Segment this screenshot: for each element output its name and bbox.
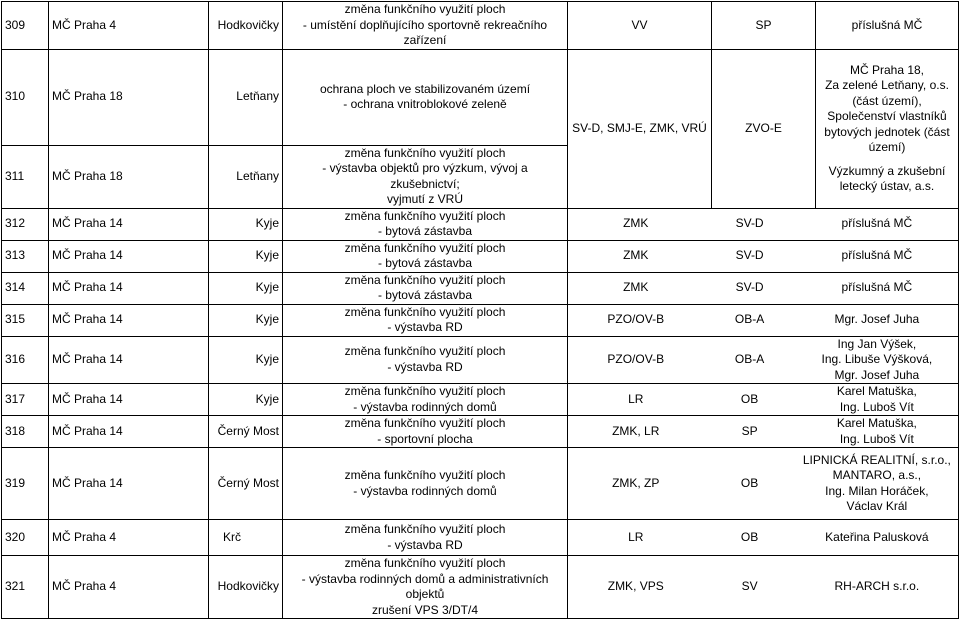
proposed-use: OB bbox=[740, 529, 759, 544]
change-line: změna funkčního využití ploch bbox=[344, 384, 506, 398]
change-line: - ochrana vnitroblokové zeleně bbox=[343, 97, 507, 111]
table-row bbox=[2, 49, 959, 145]
municipal-district: MČ Praha 14 bbox=[49, 448, 209, 520]
current-use: VV bbox=[568, 2, 712, 50]
change-line: vyjmutí z VRÚ bbox=[386, 192, 463, 206]
change-line: změna funkčního využití ploch bbox=[344, 416, 506, 430]
cadastral-area: Letňany bbox=[209, 49, 283, 145]
use-and-applicant bbox=[568, 448, 959, 520]
change-line: - výstavba RD bbox=[387, 359, 463, 374]
applicant: Kateřina Palusková bbox=[825, 529, 929, 544]
cadastral-area: Kyje bbox=[209, 384, 283, 416]
change-line: změna funkčního využití ploch bbox=[344, 208, 506, 223]
use-and-applicant bbox=[568, 416, 959, 448]
applicant-line: MANTARO, a.s., bbox=[832, 468, 922, 482]
applicant-line: Ing. Luboš Vít bbox=[839, 399, 914, 414]
proposed-use: SV bbox=[741, 579, 758, 594]
change-line: změna funkčního využití ploch bbox=[344, 304, 506, 319]
use-and-applicant bbox=[568, 208, 959, 240]
applicant-line: příslušná MČ bbox=[851, 17, 923, 32]
change-description bbox=[283, 2, 568, 50]
change-description bbox=[283, 240, 568, 272]
cadastral-area: Černý Most bbox=[209, 448, 283, 520]
municipal-district: MČ Praha 18 bbox=[49, 145, 209, 208]
applicant-line: MČ Praha 18, bbox=[849, 62, 925, 77]
applicant-line: bytových jednotek (část bbox=[824, 124, 950, 139]
current-use: ZMK bbox=[623, 280, 649, 295]
applicant-line: (část území), bbox=[852, 93, 922, 108]
municipal-district: MČ Praha 14 bbox=[49, 272, 209, 304]
use-and-applicant bbox=[568, 336, 959, 384]
current-use: LR bbox=[628, 391, 644, 406]
change-line: změna funkčního využití ploch bbox=[344, 344, 506, 359]
table-row bbox=[2, 304, 959, 336]
change-line: - bytová zástavba bbox=[377, 256, 473, 270]
applicant-line: letecký ústav, a.s. bbox=[839, 179, 935, 193]
table-row bbox=[2, 448, 959, 520]
current-use: ZMK, VPS bbox=[607, 579, 664, 594]
applicant-line: Ing. Libuše Výšková, bbox=[821, 352, 933, 366]
change-line: - výstavba rodinných domů a administrativních objektů bbox=[301, 571, 549, 601]
municipal-district: MČ Praha 4 bbox=[49, 520, 209, 556]
municipal-district: MČ Praha 4 bbox=[49, 2, 209, 50]
change-line: - výstavba rodinných domů bbox=[353, 399, 497, 414]
applicant-line: Za zelené Letňany, o.s. bbox=[825, 78, 949, 92]
current-use: ZMK bbox=[623, 216, 649, 231]
row-number: 316 bbox=[2, 336, 49, 384]
proposed-use: SP bbox=[741, 423, 758, 438]
row-number: 321 bbox=[2, 556, 49, 619]
change-description bbox=[283, 145, 568, 208]
row-number: 317 bbox=[2, 384, 49, 416]
table-row bbox=[2, 556, 959, 619]
change-description bbox=[283, 520, 568, 556]
change-line: - výstavba rodinných domů bbox=[353, 483, 497, 498]
change-description bbox=[283, 384, 568, 416]
cadastral-area: Hodkovičky bbox=[209, 2, 283, 50]
proposed-use: SP bbox=[712, 2, 816, 50]
change-description bbox=[283, 272, 568, 304]
applicant bbox=[799, 416, 955, 447]
applicant-line: Společenství vlastníků bbox=[827, 109, 947, 123]
cadastral-area: Krč bbox=[209, 520, 283, 556]
change-line: - výstavba RD bbox=[387, 320, 463, 334]
use-and-applicant bbox=[568, 272, 959, 304]
change-description bbox=[283, 448, 568, 520]
cadastral-area: Kyje bbox=[209, 240, 283, 272]
change-line: změna funkčního využití ploch bbox=[344, 2, 506, 16]
amendment-table bbox=[1, 1, 959, 619]
change-line: změna funkčního využití ploch bbox=[344, 240, 506, 255]
row-number: 315 bbox=[2, 304, 49, 336]
municipal-district: MČ Praha 4 bbox=[49, 556, 209, 619]
table-row bbox=[2, 272, 959, 304]
current-use: LR bbox=[628, 529, 644, 544]
row-number: 320 bbox=[2, 520, 49, 556]
municipal-district: MČ Praha 14 bbox=[49, 304, 209, 336]
applicant: Mgr. Josef Juha bbox=[834, 312, 920, 327]
cadastral-area: Černý Most bbox=[209, 416, 283, 448]
applicant-line: Karel Matuška, bbox=[836, 384, 917, 398]
current-use: PZO/OV-B bbox=[607, 312, 665, 327]
row-number: 309 bbox=[2, 2, 49, 50]
applicant: RH-ARCH s.r.o. bbox=[834, 579, 920, 594]
row-number: 312 bbox=[2, 208, 49, 240]
use-and-applicant bbox=[568, 240, 959, 272]
cadastral-area: Kyje bbox=[209, 208, 283, 240]
current-use: ZMK, LR bbox=[612, 423, 660, 438]
change-description bbox=[283, 208, 568, 240]
table-row bbox=[2, 520, 959, 556]
change-line: změna funkčního využití ploch bbox=[344, 522, 506, 536]
change-line: - sportovní plocha bbox=[377, 431, 473, 446]
applicant-line: LIPNICKÁ REALITNÍ, s.r.o., bbox=[802, 452, 951, 467]
row-number: 319 bbox=[2, 448, 49, 520]
table-row bbox=[2, 208, 959, 240]
municipal-district: MČ Praha 14 bbox=[49, 336, 209, 384]
applicant bbox=[799, 384, 955, 415]
applicant bbox=[816, 49, 959, 208]
table-row bbox=[2, 240, 959, 272]
applicant bbox=[799, 453, 955, 515]
cadastral-area: Hodkovičky bbox=[209, 556, 283, 619]
row-number: 318 bbox=[2, 416, 49, 448]
change-description bbox=[283, 556, 568, 619]
change-line: změna funkčního využití ploch bbox=[344, 272, 506, 287]
municipal-district: MČ Praha 18 bbox=[49, 49, 209, 145]
table-row bbox=[2, 2, 959, 50]
cadastral-area: Kyje bbox=[209, 272, 283, 304]
use-and-applicant bbox=[568, 304, 959, 336]
change-line: změna funkčního využití ploch bbox=[344, 468, 506, 482]
cadastral-area: Kyje bbox=[209, 304, 283, 336]
change-line: zrušení VPS 3/DT/4 bbox=[371, 602, 479, 617]
proposed-use: SV-D bbox=[735, 280, 764, 295]
municipal-district: MČ Praha 14 bbox=[49, 384, 209, 416]
current-use: ZMK, ZP bbox=[612, 475, 660, 490]
applicant: příslušná MČ bbox=[841, 280, 913, 295]
cadastral-area: Letňany bbox=[209, 145, 283, 208]
change-description bbox=[283, 416, 568, 448]
use-and-applicant bbox=[568, 556, 959, 619]
applicant bbox=[816, 2, 959, 50]
applicant-line: Karel Matuška, bbox=[836, 416, 917, 430]
current-use: ZMK bbox=[623, 248, 649, 263]
row-number: 314 bbox=[2, 272, 49, 304]
row-number: 310 bbox=[2, 49, 49, 145]
applicant: příslušná MČ bbox=[841, 248, 913, 263]
change-line: - umístění doplňujícího sportovně rekreačního zařízení bbox=[302, 17, 548, 47]
use-and-applicant bbox=[568, 520, 959, 556]
use-and-applicant bbox=[568, 384, 959, 416]
change-line: změna funkčního využití ploch bbox=[344, 556, 506, 570]
applicant-line: Výzkumný a zkušební bbox=[828, 163, 946, 178]
change-line: změna funkčního využití ploch bbox=[344, 145, 506, 160]
applicant-line: Ing. Milan Horáček, bbox=[825, 483, 929, 498]
proposed-use: OB bbox=[740, 475, 759, 490]
applicant-line: území) bbox=[868, 140, 906, 154]
applicant: příslušná MČ bbox=[841, 216, 913, 231]
change-description bbox=[283, 336, 568, 384]
municipal-district: MČ Praha 14 bbox=[49, 416, 209, 448]
applicant-line: Mgr. Josef Juha bbox=[834, 367, 920, 382]
table-row bbox=[2, 336, 959, 384]
proposed-use: OB-A bbox=[734, 352, 765, 366]
proposed-use: OB bbox=[740, 391, 759, 406]
applicant-line: Václav Král bbox=[846, 499, 908, 513]
change-line: - bytová zástavba bbox=[377, 224, 473, 238]
row-number: 313 bbox=[2, 240, 49, 272]
table-row bbox=[2, 416, 959, 448]
proposed-use: ZVO-E bbox=[712, 49, 816, 208]
current-use: PZO/OV-B bbox=[607, 352, 665, 366]
table-row bbox=[2, 384, 959, 416]
proposed-use: OB-A bbox=[734, 312, 765, 327]
change-line: - bytová zástavba bbox=[377, 288, 473, 302]
change-description bbox=[283, 304, 568, 336]
proposed-use: SV-D bbox=[735, 216, 764, 231]
change-description bbox=[283, 49, 568, 145]
proposed-use: SV-D bbox=[735, 248, 764, 263]
row-number: 311 bbox=[2, 145, 49, 208]
change-line: - výstavba RD bbox=[387, 537, 463, 552]
applicant-line: Ing. Luboš Vít bbox=[839, 431, 914, 446]
current-use: SV-D, SMJ-E, ZMK, VRÚ bbox=[568, 49, 712, 208]
applicant bbox=[799, 337, 955, 384]
municipal-district: MČ Praha 14 bbox=[49, 208, 209, 240]
cadastral-area: Kyje bbox=[209, 336, 283, 384]
municipal-district: MČ Praha 14 bbox=[49, 240, 209, 272]
applicant-line: Ing Jan Výšek, bbox=[837, 336, 917, 351]
change-line: - výstavba objektů pro výzkum, vývoj a zkušebnictví; bbox=[322, 161, 528, 191]
change-line: ochrana ploch ve stabilizovaném území bbox=[319, 81, 531, 96]
